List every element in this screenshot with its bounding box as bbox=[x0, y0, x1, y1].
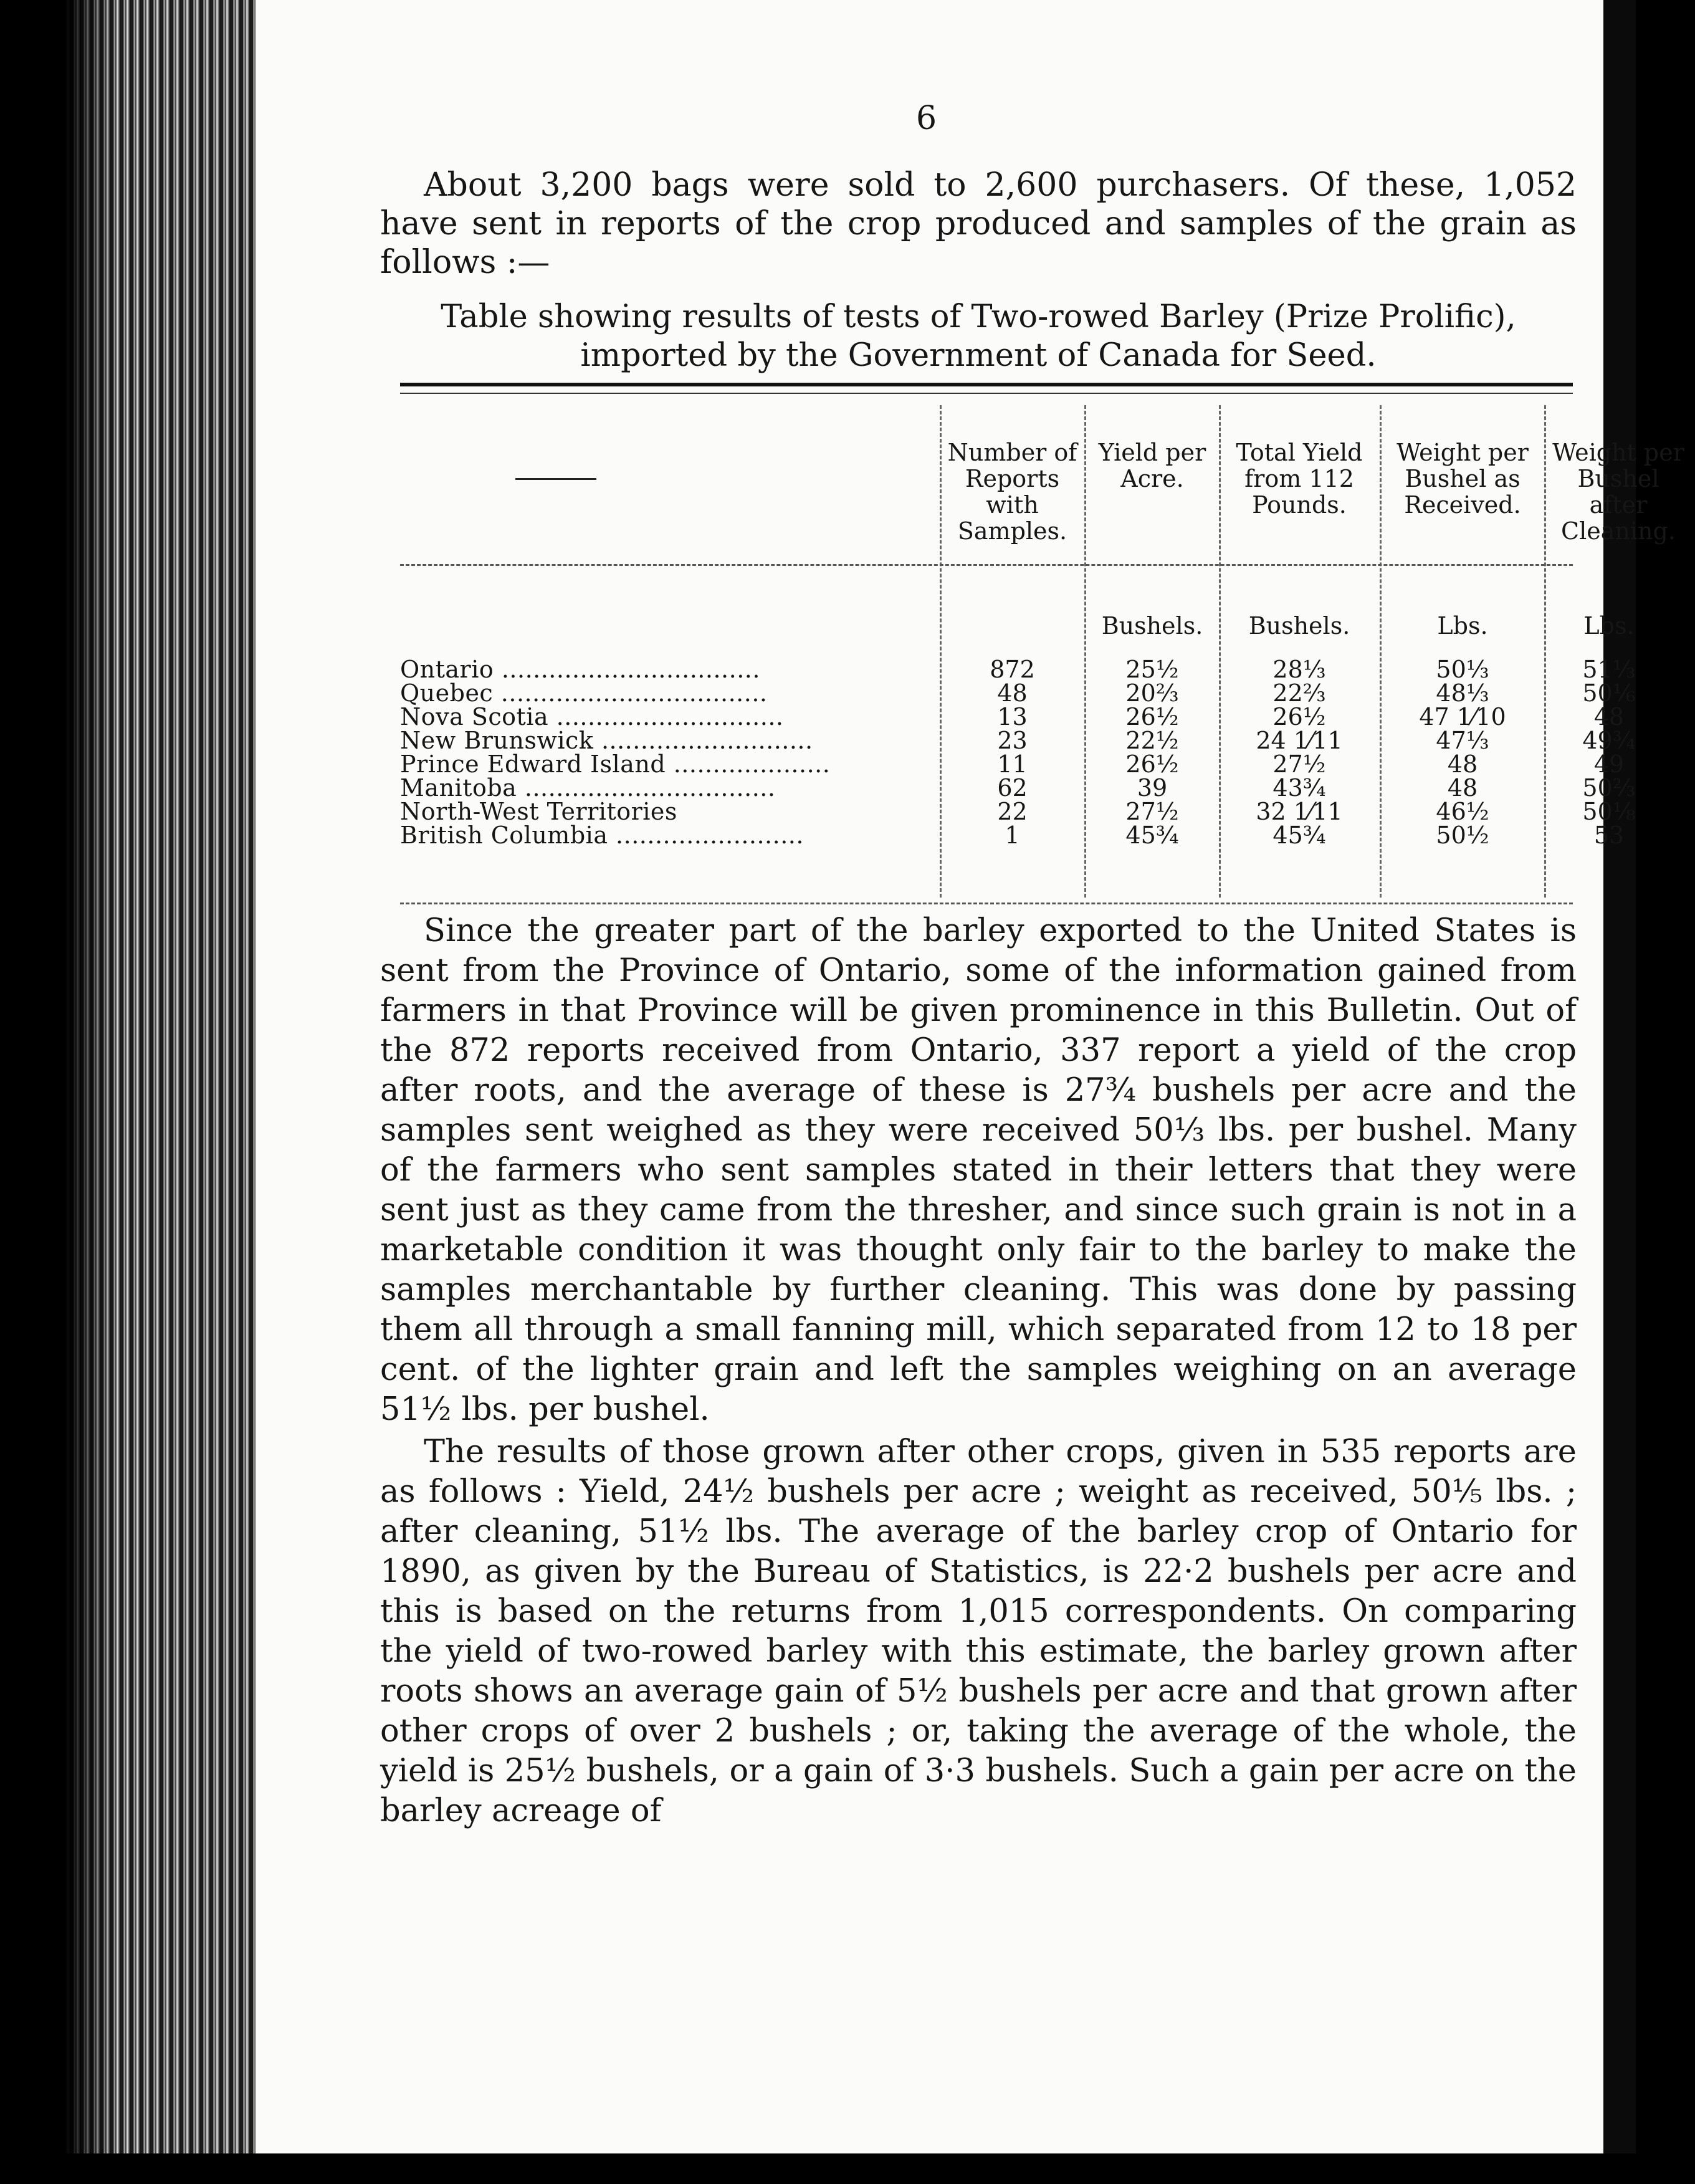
book-page bbox=[255, 0, 1684, 2153]
table-cell: 11 bbox=[997, 750, 1028, 778]
column-divider bbox=[1219, 405, 1221, 898]
table-cell: 48 bbox=[1593, 703, 1625, 730]
column-divider bbox=[1544, 405, 1546, 898]
table-cell: 45¾ bbox=[1272, 821, 1326, 849]
header-bottom-rule bbox=[400, 564, 1573, 566]
table-cell: 1 bbox=[1005, 821, 1020, 849]
table-cell: 48 bbox=[1447, 750, 1478, 778]
intro-text: About 3,200 bags were sold to 2,600 purchasers. Of these, 1,052 have sent in reports of the crop produced and samples of the grain as follows :— bbox=[380, 166, 1577, 281]
table-cell: 50½ bbox=[1436, 821, 1489, 849]
table-cell: 50⅛ bbox=[1582, 798, 1636, 825]
table-cell: 13 bbox=[997, 703, 1028, 730]
table-cell: 25½ bbox=[1125, 656, 1179, 683]
table-cell: 53 bbox=[1593, 821, 1625, 849]
header-yield: Yield per Acre. bbox=[1098, 439, 1206, 492]
table-cell: 22⅔ bbox=[1272, 679, 1326, 707]
table-cell: 20⅔ bbox=[1125, 679, 1179, 707]
header-total-yield: Total Yield from 112 Pounds. bbox=[1236, 439, 1363, 519]
table-cell: 48⅓ bbox=[1436, 679, 1489, 707]
row-label: Manitoba ................................ bbox=[400, 776, 776, 800]
header-reports: Number of Reports with Samples. bbox=[947, 439, 1077, 545]
table-cell: 48 bbox=[1447, 774, 1478, 802]
table-top-rule-thin bbox=[400, 393, 1573, 394]
body-paragraph: The results of those grown after other crops, given in 535 reports are as follows : Yield, 24½ bushels per acre ; weight as received, 50⅕ lbs. ; after cleaning, 51½ lbs. The average of the barley crop of Ontario for 1890, as given by the Bureau of Statistics, is 22·2 bushels per acre and this is based on the returns from 1,015 correspondents. On comparing the yield of two-rowed barley with this estimate, the barley grown after roots shows an average gain of 5½ bushels per acre and that grown after other crops of over 2 bushels ; or, taking the average of the whole, the yield is 25½ bushels, or a gain of 3·3 bushels. Such a gain per acre on the barley acreage of bbox=[380, 1434, 1577, 1829]
page-number: 6 bbox=[916, 100, 937, 137]
barley-results-table bbox=[400, 405, 1684, 916]
column-divider bbox=[940, 405, 942, 898]
table-cell: 47⅓ bbox=[1436, 727, 1489, 754]
table-cell: 26½ bbox=[1272, 703, 1326, 730]
table-top-rule bbox=[400, 383, 1573, 386]
table-cell: 49 bbox=[1593, 750, 1625, 778]
table-cell: 62 bbox=[997, 774, 1028, 802]
table-cell: 26½ bbox=[1125, 750, 1179, 778]
caption-line-1: Table showing results of tests of Two-rowed Barley (Prize Prolific), bbox=[441, 299, 1516, 335]
row-label: Nova Scotia ............................. bbox=[400, 705, 784, 729]
unit-yield: Bushels. bbox=[1101, 612, 1203, 639]
table-cell: 39 bbox=[1137, 774, 1168, 802]
table-cell: 50⅔ bbox=[1582, 774, 1636, 802]
row-label: New Brunswick ........................... bbox=[400, 729, 813, 752]
table-cell: 22½ bbox=[1125, 727, 1179, 754]
header-weight-received: Weight per Bushel as Received. bbox=[1397, 439, 1529, 519]
table-cell: 45¾ bbox=[1125, 821, 1179, 849]
row-label: Prince Edward Island .................... bbox=[400, 752, 831, 776]
table-cell: 872 bbox=[990, 656, 1035, 683]
table-cell: 46½ bbox=[1436, 798, 1489, 825]
caption-line-2: imported by the Government of Canada for Seed. bbox=[580, 337, 1377, 374]
page-edge bbox=[1603, 0, 1636, 2153]
table-cell: 32 1⁄11 bbox=[1256, 798, 1343, 825]
table-cell: 27½ bbox=[1272, 750, 1326, 778]
table-cell: 50⅙ bbox=[1582, 679, 1636, 707]
header-weight-cleaned: Weight per Bushel after Cleaning. bbox=[1552, 439, 1684, 545]
table-cell: 48 bbox=[997, 679, 1028, 707]
table-cell: 26½ bbox=[1125, 703, 1179, 730]
row-label: British Columbia ........................ bbox=[400, 823, 804, 847]
spine-shadow bbox=[0, 0, 118, 2184]
table-cell: 51⅓ bbox=[1582, 656, 1636, 683]
body-paragraph: Since the greater part of the barley exported to the United States is sent from the Province of Ontario, some of the information gained from farmers in that Province will be given prominence in this Bulletin. Out of the 872 reports received from Ontario, 337 report a yield of the crop after roots, and the average of these is 27¾ bushels per acre and the samples sent weighed as they were received 50⅓ lbs. per bushel. Many of the farmers who sent samples stated in their letters that they were sent just as they came from the thresher, and since such grain is not in a marketable condition it was thought only fair to the barley to make the samples merchantable by further cleaning. This was done by passing them all through a small fanning mill, which separated from 12 to 18 per cent. of the lighter grain and left the samples weighing on an average 51½ lbs. per bushel. bbox=[380, 912, 1577, 1428]
table-cell: 49¾ bbox=[1582, 727, 1636, 754]
scan-bottom-border bbox=[0, 2153, 1695, 2184]
unit-total-yield: Bushels. bbox=[1248, 612, 1350, 639]
table-cell: 50⅓ bbox=[1436, 656, 1489, 683]
table-cell: 43¾ bbox=[1272, 774, 1326, 802]
table-cell: 27½ bbox=[1125, 798, 1179, 825]
table-cell: 28⅓ bbox=[1272, 656, 1326, 683]
table-bottom-rule bbox=[400, 903, 1573, 904]
table-cell: 47 1⁄10 bbox=[1419, 703, 1506, 730]
column-divider bbox=[1380, 405, 1382, 898]
table-cell: 22 bbox=[997, 798, 1028, 825]
unit-weight-received: Lbs. bbox=[1437, 612, 1488, 639]
body-text bbox=[380, 911, 1577, 1831]
row-label: North-West Territories bbox=[400, 800, 677, 823]
intro-paragraph bbox=[380, 166, 1577, 282]
column-divider bbox=[1084, 405, 1086, 898]
unit-weight-cleaned: Lbs. bbox=[1583, 612, 1635, 639]
table-caption bbox=[380, 298, 1577, 375]
table-cell: 23 bbox=[997, 727, 1028, 754]
row-label: Ontario ................................. bbox=[400, 658, 760, 681]
row-label: Quebec .................................. bbox=[400, 681, 768, 705]
table-cell: 24 1⁄11 bbox=[1256, 727, 1343, 754]
corner-dash bbox=[515, 478, 596, 480]
